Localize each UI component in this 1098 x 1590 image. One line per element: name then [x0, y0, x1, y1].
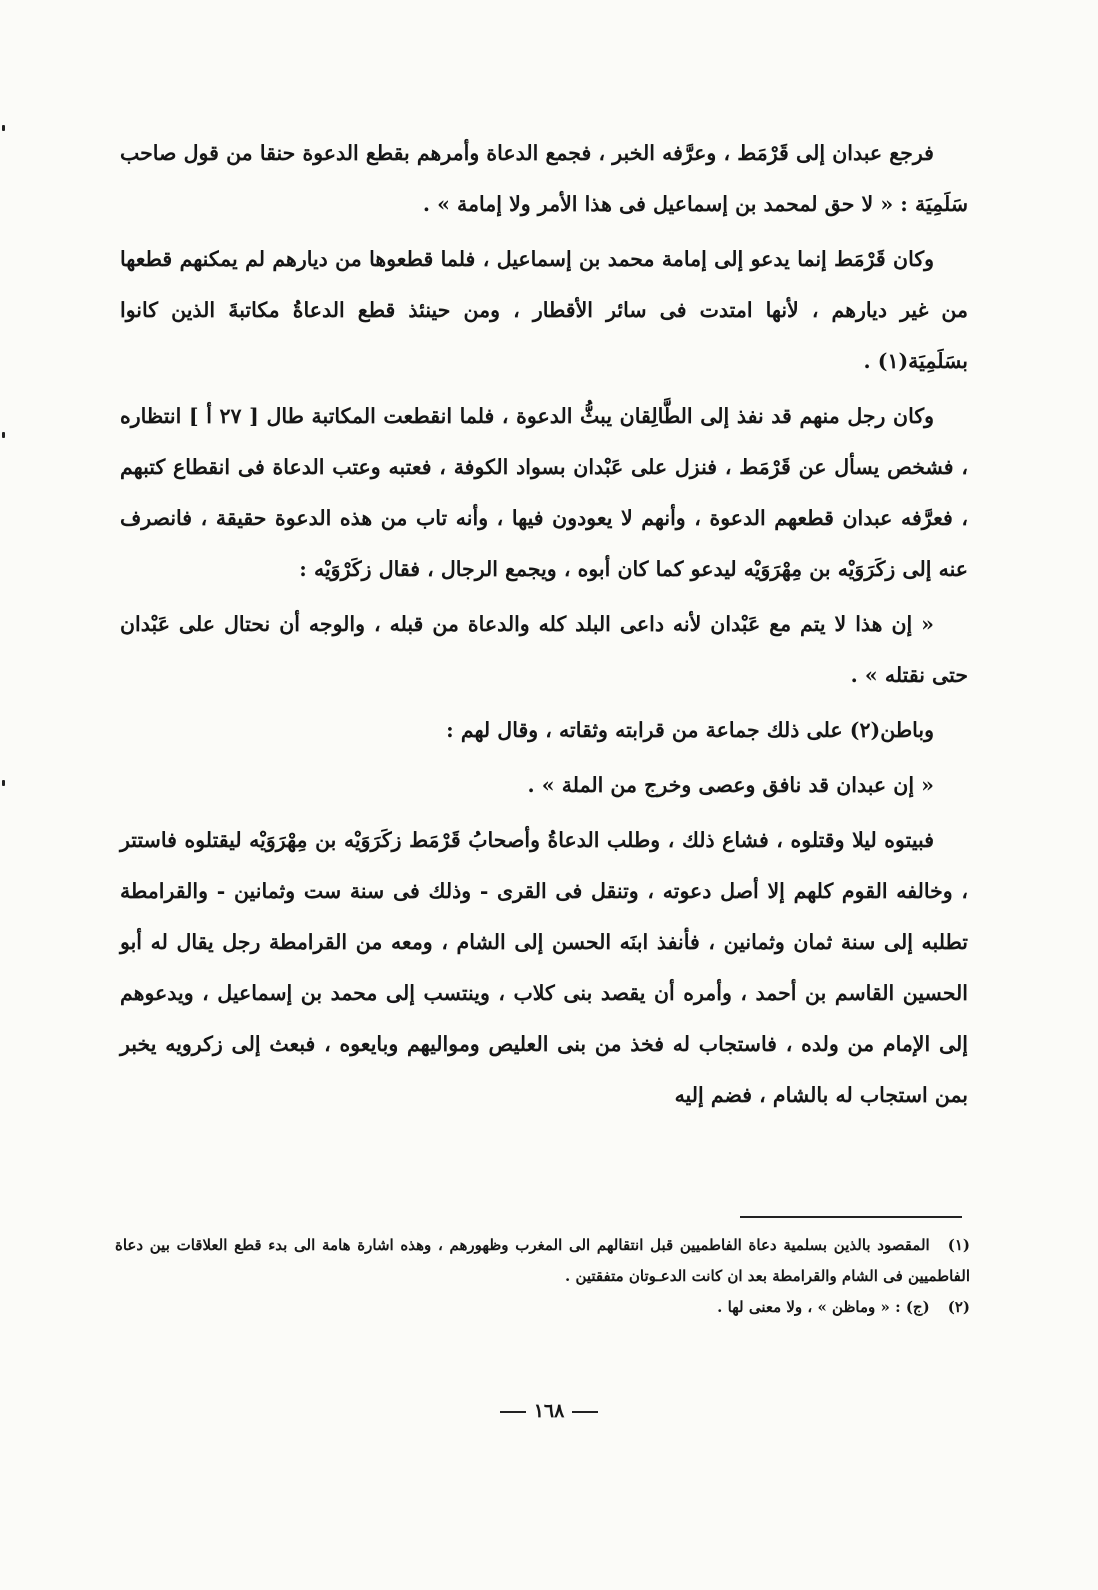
page-number-value: ١٦٨ — [533, 1400, 565, 1422]
page-number-dash-right — [500, 1411, 526, 1413]
page-number — [0, 1400, 1098, 1422]
paragraph-5: وباطن(٢) على ذلك جماعة من قرابته وثقاته ، وقال لهم : — [446, 718, 934, 742]
paragraph-7: فبيتوه ليلا وقتلوه ، فشاع ذلك ، وطلب الدعاةُ وأصحابُ قَرْمَط زكَرَوَيْه بن مِهْرَوَيْه ليقتلوه فاستتر ، وخالفه القوم كلهم إلا أصل دعوته ، وتنقل فى القرى - وذلك فى سنة ست وثمانين - والقرامطة تطلبه إلى سنة ثمان وثمانين ، فأنفذ ابنَه الحسن إلى الشام ، ومعه من القرامطة رجل يقال له أبو الحسين القاسم بن أحمد ، وأمره أن يقصد بنى كلاب ، وينتسب إلى محمد بن إسماعيل ، ويدعوهم إلى الإمام من ولده ، فاستجاب له فخذ من بنى العليص ومواليهم وبايعوه ، فبعث إلى زكرويه يخبر بمن استجاب له بالشام ، فضم إليه — [120, 828, 968, 1107]
footnote-1-number: (١) — [947, 1236, 970, 1254]
scan-speck — [2, 125, 5, 131]
paragraph-3: وكان رجل منهم قد نفذ إلى الطَّالِقان يبثُّ الدعوة ، فلما انقطعت المكاتبة طال [ ٢٧ أ ] انتظاره ، فشخص يسأل عن قَرْمَط ، فنزل على عَبْدان بسواد الكوفة ، فعتبه وعتب الدعاة فى انقطاع كتبهم ، فعرَّفه عبدان قطعهم الدعوة ، وأنهم لا يعودون فيها ، وأنه تاب من هذه الدعوة حقيقة ، فانصرف عنه إلى زكَرَوَيْه بن مِهْرَوَيْه ليدعو كما كان أبوه ، ويجمع الرجال ، فقال زكَرْوَيْه : — [120, 404, 968, 581]
scan-speck — [2, 780, 5, 786]
footnote-2-number: (٢) — [947, 1298, 970, 1316]
main-text — [120, 128, 968, 1121]
footnote-divider — [740, 1216, 962, 1218]
footnote-1-text: المقصود بالذين بسلمية دعاة الفاطميين قبل انتقالهم الى المغرب وظهورهم ، وهذه اشارة هامة الى بدء قطع العلاقات بين دعاة الفاطميين فى الشام والقرامطة بعد ان كانت الدعـوتان متفقتين . — [115, 1236, 970, 1285]
footnote-2-text: (ج) : « وماظن » ، ولا معنى لها . — [717, 1298, 930, 1316]
footnote-1 — [115, 1230, 970, 1292]
footnote-2 — [115, 1292, 970, 1323]
footnotes — [115, 1230, 970, 1323]
scan-speck — [2, 432, 5, 438]
paragraph-2: وكان قَرْمَط إنما يدعو إلى إمامة محمد بن إسماعيل ، فلما قطعوها من ديارهم لم يمكنهم قطعها من غير ديارهم ، لأنها امتدت فى سائر الأقطار ، ومن حينئذ قطع الدعاةُ مكاتبةَ الذين كانوا بسَلَمِيَة(١) . — [120, 247, 968, 373]
paragraph-6-quote: « إن عبدان قد نافق وعصى وخرج من الملة » . — [527, 773, 934, 797]
page-number-dash-left — [572, 1411, 598, 1413]
paragraph-4-quote: « إن هذا لا يتم مع عَبْدان لأنه داعى البلد كله والدعاة من قبله ، والوجه أن نحتال على عَبْدان حتى نقتله » . — [120, 612, 968, 687]
paragraph-1: فرجع عبدان إلى قَرْمَط ، وعرَّفه الخبر ، فجمع الدعاة وأمرهم بقطع الدعوة حنقا من قول صاحب سَلَمِيَة : « لا حق لمحمد بن إسماعيل فى هذا الأمر ولا إمامة » . — [120, 141, 968, 216]
